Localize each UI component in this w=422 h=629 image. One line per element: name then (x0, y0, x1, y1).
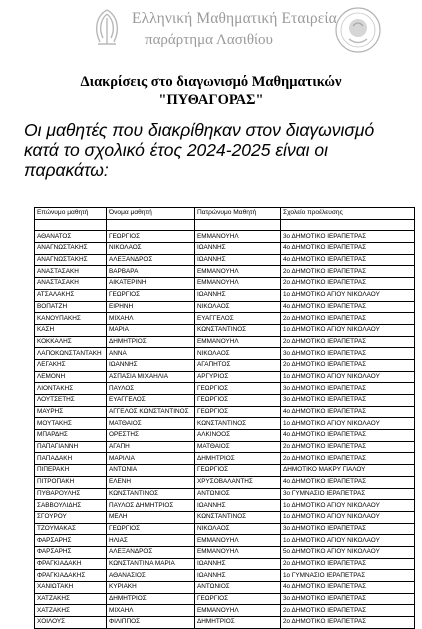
cell-school: 3ο ΔΗΜΟΤΙΚΟ ΙΕΡΑΠΕΤΡΑΣ (281, 395, 415, 407)
cell-first-name: ΚΩΝΣΤΑΝΤΙΝΑ ΜΑΡΙΑ (107, 558, 195, 570)
table-row (35, 395, 415, 407)
cell-surname: ΚΑΣΗ (35, 324, 107, 336)
cell-father-name: ΕΜΜΑΝΟΥΗΛ (195, 535, 281, 547)
cell-school: 1ο ΔΗΜΟΤΙΚΟ ΑΓΙΟΥ ΝΙΚΟΛΑΟΥ (281, 418, 415, 430)
cell-surname (35, 219, 107, 231)
cell-first-name: ΚΥΡΙΑΚΗ (107, 582, 195, 594)
intro-text: Οι μαθητές που διακρίθηκαν στον διαγωνισμό κατά το σχολικό έτος 2024-2025 είναι οι παρακάτω: (24, 120, 375, 180)
cell-father-name: ΕΥΑΓΓΕΛΟΣ (195, 313, 281, 325)
table-row (35, 511, 415, 523)
cell-school: 4ο ΔΗΜΟΤΙΚΟ ΙΕΡΑΠΕΤΡΑΣ (281, 243, 415, 255)
cell-father-name: ΝΙΚΟΛΑΟΣ (195, 301, 281, 313)
cell-first-name: ΑΛΕΞΑΝΔΡΟΣ (107, 546, 195, 558)
cell-surname: ΠΑΠΑΔΑΚΗ (35, 453, 107, 465)
cell-first-name: ΕΙΡΗΝΗ (107, 301, 195, 313)
cell-father-name: ΝΙΚΟΛΑΟΣ (195, 348, 281, 360)
cell-school: 1ο ΔΗΜΟΤΙΚΟ ΑΓΙΟΥ ΝΙΚΟΛΑΟΥ (281, 371, 415, 383)
cell-surname: ΑΝΑΣΤΑΣΑΚΗ (35, 278, 107, 290)
table-row (35, 570, 415, 582)
table-body (35, 219, 415, 628)
cell-school: 2ο ΔΗΜΟΤΙΚΟ ΙΕΡΑΠΕΤΡΑΣ (281, 336, 415, 348)
cell-school: 3ο ΔΗΜΟΤΙΚΟ ΙΕΡΑΠΕΤΡΑΣ (281, 523, 415, 535)
cell-first-name: ΜΑΡΙΑ (107, 324, 195, 336)
table-row (35, 546, 415, 558)
cell-school: 1ο ΔΗΜΟΤΙΚΟ ΑΓΙΟΥ ΝΙΚΟΛΑΟΥ (281, 324, 415, 336)
cell-school: 3ο ΔΗΜΟΤΙΚΟ ΙΕΡΑΠΕΤΡΑΣ (281, 348, 415, 360)
cell-father-name: ΓΕΩΡΓΙΟΣ (195, 383, 281, 395)
cell-school: 2ο ΔΗΜΟΤΙΚΟ ΙΕΡΑΠΕΤΡΑΣ (281, 453, 415, 465)
cell-first-name: ΜΑΡΙΛΙΑ (107, 453, 195, 465)
cell-first-name: ΟΡΕΣΤΗΣ (107, 430, 195, 442)
cell-first-name: ΓΕΩΡΓΙΟΣ (107, 231, 195, 243)
cell-school: 3ο ΓΥΜΝΑΣΙΟ ΙΕΡΑΠΕΤΡΑΣ (281, 488, 415, 500)
table-row (35, 430, 415, 442)
cell-surname: ΦΑΡΣΑΡΗΣ (35, 535, 107, 547)
cell-first-name: ΕΥΑΓΓΕΛΟΣ (107, 395, 195, 407)
cell-school: 2ο ΔΗΜΟΤΙΚΟ ΙΕΡΑΠΕΤΡΑΣ (281, 278, 415, 290)
pythagoras-logo-icon (90, 6, 124, 48)
cell-first-name: ΠΑΥΛΟΣ (107, 383, 195, 395)
table-row (35, 418, 415, 430)
cell-father-name (195, 219, 281, 231)
cell-surname: ΤΖΟΥΜΑΚΑΣ (35, 523, 107, 535)
cell-father-name: ΑΓΑΠΗΤΟΣ (195, 359, 281, 371)
table-row (35, 617, 415, 629)
cell-first-name: ΑΘΑΝΑΣΙΟΣ (107, 570, 195, 582)
cell-school: 2ο ΔΗΜΟΤΙΚΟ ΙΕΡΑΠΕΤΡΑΣ (281, 359, 415, 371)
table-row (35, 383, 415, 395)
column-header-father-name: Πατρώνυμο Μαθητή (195, 208, 281, 220)
cell-father-name: ΙΩΑΝΝΗΣ (195, 558, 281, 570)
cell-first-name: ΑΛΕΞΑΝΔΡΟΣ (107, 254, 195, 266)
organization-name: Ελληνική Μαθηματική Εταιρεία (132, 10, 337, 27)
cell-surname: ΜΠΑΡΔΗΣ (35, 430, 107, 442)
table-row (35, 500, 415, 512)
cell-surname: ΠΑΠΑΓΙΑΝΝΗ (35, 441, 107, 453)
cell-school (281, 219, 415, 231)
table-row (35, 371, 415, 383)
cell-first-name: ΜΕΛΗ (107, 511, 195, 523)
cell-first-name: ΓΕΩΡΓΙΟΣ (107, 289, 195, 301)
cell-first-name: ΜΑΤΘΑΙΟΣ (107, 418, 195, 430)
cell-first-name: ΑΝΝΑ (107, 348, 195, 360)
column-header-school: Σχολείο προέλευσης (281, 208, 415, 220)
cell-surname: ΜΟΥΤΑΚΗΣ (35, 418, 107, 430)
table-row (35, 441, 415, 453)
cell-surname: ΦΡΑΓΚΙΑΔΑΚΗΣ (35, 570, 107, 582)
cell-father-name: ΔΗΜΗΤΡΙΟΣ (195, 453, 281, 465)
cell-school: 2ο ΔΗΜΟΤΙΚΟ ΙΕΡΑΠΕΤΡΑΣ (281, 441, 415, 453)
cell-school: ΔΗΜΟΤΙΚΟ ΜΑΚΡΥ ΓΙΑΛΟΥ (281, 465, 415, 477)
cell-father-name: ΕΜΜΑΝΟΥΗΛ (195, 605, 281, 617)
table-row (35, 243, 415, 255)
table-row (35, 254, 415, 266)
cell-school: 1ο ΔΗΜΟΤΙΚΟ ΑΓΙΟΥ ΝΙΚΟΛΑΟΥ (281, 535, 415, 547)
table-row (35, 313, 415, 325)
table-row (35, 231, 415, 243)
cell-surname: ΛΑΠΟΚΩΝΣΤΑΝΤΑΚΗ (35, 348, 107, 360)
cell-first-name: ΝΙΚΟΛΑΟΣ (107, 243, 195, 255)
cell-school: 3ο ΔΗΜΟΤΙΚΟ ΙΕΡΑΠΕΤΡΑΣ (281, 383, 415, 395)
cell-father-name: ΓΕΩΡΓΙΟΣ (195, 465, 281, 477)
cell-school: 4ο ΔΗΜΟΤΙΚΟ ΙΕΡΑΠΕΤΡΑΣ (281, 476, 415, 488)
cell-first-name: ΜΙΧΑΗΛ (107, 605, 195, 617)
cell-surname: ΣΑΒΒΟΥΛΙΔΗΣ (35, 500, 107, 512)
cell-surname: ΧΑΤΖΑΚΗΣ (35, 593, 107, 605)
cell-surname: ΑΘΑΝΑΤΟΣ (35, 231, 107, 243)
cell-first-name: ΓΕΩΡΓΙΟΣ (107, 523, 195, 535)
cell-surname: ΚΟΚΚΑΛΗΣ (35, 336, 107, 348)
table-row (35, 465, 415, 477)
column-header-surname: Επώνυμο μαθητή (35, 208, 107, 220)
table-row (35, 558, 415, 570)
cell-father-name: ΝΙΚΟΛΑΟΣ (195, 523, 281, 535)
cell-father-name: ΙΩΑΝΝΗΣ (195, 289, 281, 301)
cell-first-name (107, 219, 195, 231)
distinctions-table (34, 207, 415, 629)
letterhead (0, 0, 422, 62)
cell-first-name: ΚΩΝΣΤΑΝΤΙΝΟΣ (107, 488, 195, 500)
competition-name: "ΠΥΘΑΓΟΡΑΣ" (158, 92, 264, 108)
cell-father-name: ΓΕΩΡΓΙΟΣ (195, 593, 281, 605)
header-row (35, 208, 415, 220)
cell-surname: ΛΟΥΤΣΕΤΗΣ (35, 395, 107, 407)
cell-surname: ΑΤΣΑΛΑΚΗΣ (35, 289, 107, 301)
table-row (35, 488, 415, 500)
cell-father-name: ΕΜΜΑΝΟΥΗΛ (195, 336, 281, 348)
cell-school: 4ο ΔΗΜΟΤΙΚΟ ΙΕΡΑΠΕΤΡΑΣ (281, 301, 415, 313)
cell-father-name: ΕΜΜΑΝΟΥΗΛ (195, 266, 281, 278)
cell-surname: ΠΙΤΡΟΠΑΚΗ (35, 476, 107, 488)
table-row (35, 582, 415, 594)
cell-school: 2ο ΔΗΜΟΤΙΚΟ ΙΕΡΑΠΕΤΡΑΣ (281, 605, 415, 617)
cell-school: 4ο ΔΗΜΟΤΙΚΟ ΙΕΡΑΠΕΤΡΑΣ (281, 582, 415, 594)
cell-surname: ΧΑΝΙΩΤΑΚΗ (35, 582, 107, 594)
cell-school: 2ο ΔΗΜΟΤΙΚΟ ΙΕΡΑΠΕΤΡΑΣ (281, 617, 415, 629)
page-title: Διακρίσεις στο διαγωνισμό Μαθηματικών (80, 74, 342, 90)
table-row (35, 535, 415, 547)
cell-surname: ΛΕΜΟΝΗ (35, 371, 107, 383)
cell-father-name: ΜΑΤΘΑΙΟΣ (195, 441, 281, 453)
table-row (35, 605, 415, 617)
table-row (35, 266, 415, 278)
table-row (35, 289, 415, 301)
cell-school: 5ο ΔΗΜΟΤΙΚΟ ΑΓΙΟΥ ΝΙΚΟΛΑΟΥ (281, 546, 415, 558)
cell-father-name: ΑΛΚΙΝΟΟΣ (195, 430, 281, 442)
cell-first-name: ΔΗΜΗΤΡΙΟΣ (107, 336, 195, 348)
table-row (35, 476, 415, 488)
cell-surname: ΑΝΑΣΤΑΣΑΚΗ (35, 266, 107, 278)
cell-surname: ΦΑΡΣΑΡΗΣ (35, 546, 107, 558)
cell-father-name: ΙΩΑΝΝΗΣ (195, 500, 281, 512)
cell-father-name: ΚΩΝΣΤΑΝΤΙΝΟΣ (195, 511, 281, 523)
cell-school: 3ο ΔΗΜΟΤΙΚΟ ΙΕΡΑΠΕΤΡΑΣ (281, 593, 415, 605)
cell-surname: ΧΟΙΛΟΥΣ (35, 617, 107, 629)
organization-branch: παράρτημα Λασιθίου (145, 32, 273, 48)
cell-father-name: ΚΩΝΣΤΑΝΤΙΝΟΣ (195, 418, 281, 430)
cell-father-name: ΧΡΥΣΟΒΑΛΑΝΤΗΣ (195, 476, 281, 488)
cell-surname: ΜΑΥΡΗΣ (35, 406, 107, 418)
table-row (35, 453, 415, 465)
cell-surname: ΣΓΟΥΡΟΥ (35, 511, 107, 523)
cell-school: 1ο ΓΥΜΝΑΣΙΟ ΙΕΡΑΠΕΤΡΑΣ (281, 570, 415, 582)
table-row (35, 219, 415, 231)
cell-father-name: ΑΝΤΩΝΙΟΣ (195, 488, 281, 500)
cell-father-name: ΓΕΩΡΓΙΟΣ (195, 406, 281, 418)
cell-surname: ΦΡΑΓΚΙΑΔΑΚΗ (35, 558, 107, 570)
cell-first-name: ΑΙΚΑΤΕΡΙΝΗ (107, 278, 195, 290)
cell-first-name: ΔΗΜΗΤΡΙΟΣ (107, 593, 195, 605)
cell-first-name: ΜΙΧΑΗΛ (107, 313, 195, 325)
organization-seal-icon (334, 6, 382, 54)
cell-school: 4ο ΔΗΜΟΤΙΚΟ ΙΕΡΑΠΕΤΡΑΣ (281, 254, 415, 266)
table-row (35, 336, 415, 348)
table-row (35, 324, 415, 336)
cell-surname: ΛΕΓΑΚΗΣ (35, 359, 107, 371)
column-header-first-name: Όνομα μαθητή (107, 208, 195, 220)
table-row (35, 348, 415, 360)
cell-school: 4ο ΔΗΜΟΤΙΚΟ ΙΕΡΑΠΕΤΡΑΣ (281, 406, 415, 418)
cell-school: 2ο ΔΗΜΟΤΙΚΟ ΙΕΡΑΠΕΤΡΑΣ (281, 558, 415, 570)
cell-father-name: ΓΕΩΡΓΙΟΣ (195, 395, 281, 407)
cell-surname: ΒΟΠΑΤΖΗ (35, 301, 107, 313)
cell-school: 2ο ΔΗΜΟΤΙΚΟ ΙΕΡΑΠΕΤΡΑΣ (281, 266, 415, 278)
cell-father-name: ΕΜΜΑΝΟΥΗΛ (195, 278, 281, 290)
cell-surname: ΑΝΑΓΝΩΣΤΑΚΗΣ (35, 254, 107, 266)
cell-surname: ΑΝΑΓΝΩΣΤΑΚΗΣ (35, 243, 107, 255)
cell-school: 1ο ΔΗΜΟΤΙΚΟ ΑΓΙΟΥ ΝΙΚΟΛΑΟΥ (281, 511, 415, 523)
cell-school: 2ο ΔΗΜΟΤΙΚΟ ΙΕΡΑΠΕΤΡΑΣ (281, 313, 415, 325)
cell-father-name: ΕΜΜΑΝΟΥΗΛ (195, 231, 281, 243)
table-row (35, 406, 415, 418)
table-row (35, 359, 415, 371)
table-header (35, 208, 415, 220)
cell-school: 3ο ΔΗΜΟΤΙΚΟ ΙΕΡΑΠΕΤΡΑΣ (281, 231, 415, 243)
cell-father-name: ΙΩΑΝΝΗΣ (195, 243, 281, 255)
table-row (35, 301, 415, 313)
cell-father-name: ΕΜΜΑΝΟΥΗΛ (195, 546, 281, 558)
table-row (35, 593, 415, 605)
table-row (35, 523, 415, 535)
cell-father-name: ΔΗΜΗΤΡΙΟΣ (195, 617, 281, 629)
cell-first-name: ΑΣΠΑΣΙΑ ΜΙΧΑΗΛΙΑ (107, 371, 195, 383)
cell-first-name: ΠΑΥΛΟΣ ΔΗΜΗΤΡΙΟΣ (107, 500, 195, 512)
cell-father-name: ΚΩΝΣΤΑΝΤΙΝΟΣ (195, 324, 281, 336)
cell-first-name: ΙΩΑΝΝΗΣ (107, 359, 195, 371)
cell-first-name: ΦΙΛΙΠΠΟΣ (107, 617, 195, 629)
cell-school: 4ο ΔΗΜΟΤΙΚΟ ΙΕΡΑΠΕΤΡΑΣ (281, 430, 415, 442)
cell-first-name: ΑΝΤΩΝΙΑ (107, 465, 195, 477)
cell-school: 1ο ΔΗΜΟΤΙΚΟ ΑΓΙΟΥ ΝΙΚΟΛΑΟΥ (281, 500, 415, 512)
cell-first-name: ΒΑΡΒΑΡΑ (107, 266, 195, 278)
cell-first-name: ΑΓΓΕΛΟΣ ΚΩΝΣΤΑΝΤΙΝΟΣ (107, 406, 195, 418)
cell-surname: ΠΥΘΑΡΟΥΛΗΣ (35, 488, 107, 500)
cell-father-name: ΑΝΤΩΝΙΟΣ (195, 582, 281, 594)
cell-surname: ΠΙΠΕΡΑΚΗ (35, 465, 107, 477)
table-row (35, 278, 415, 290)
cell-first-name: ΕΛΕΝΗ (107, 476, 195, 488)
cell-surname: ΚΑΝΟΥΠΑΚΗΣ (35, 313, 107, 325)
cell-father-name: ΙΩΑΝΝΗΣ (195, 570, 281, 582)
cell-school: 1ο ΔΗΜΟΤΙΚΟ ΑΓΙΟΥ ΝΙΚΟΛΑΟΥ (281, 289, 415, 301)
cell-first-name: ΗΛΙΑΣ (107, 535, 195, 547)
cell-father-name: ΙΩΑΝΝΗΣ (195, 254, 281, 266)
cell-surname: ΧΑΤΖΑΚΗΣ (35, 605, 107, 617)
cell-surname: ΛΙΟΝΤΑΚΗΣ (35, 383, 107, 395)
cell-first-name: ΑΓΑΠΗ (107, 441, 195, 453)
cell-father-name: ΑΡΓΥΡΙΟΣ (195, 371, 281, 383)
